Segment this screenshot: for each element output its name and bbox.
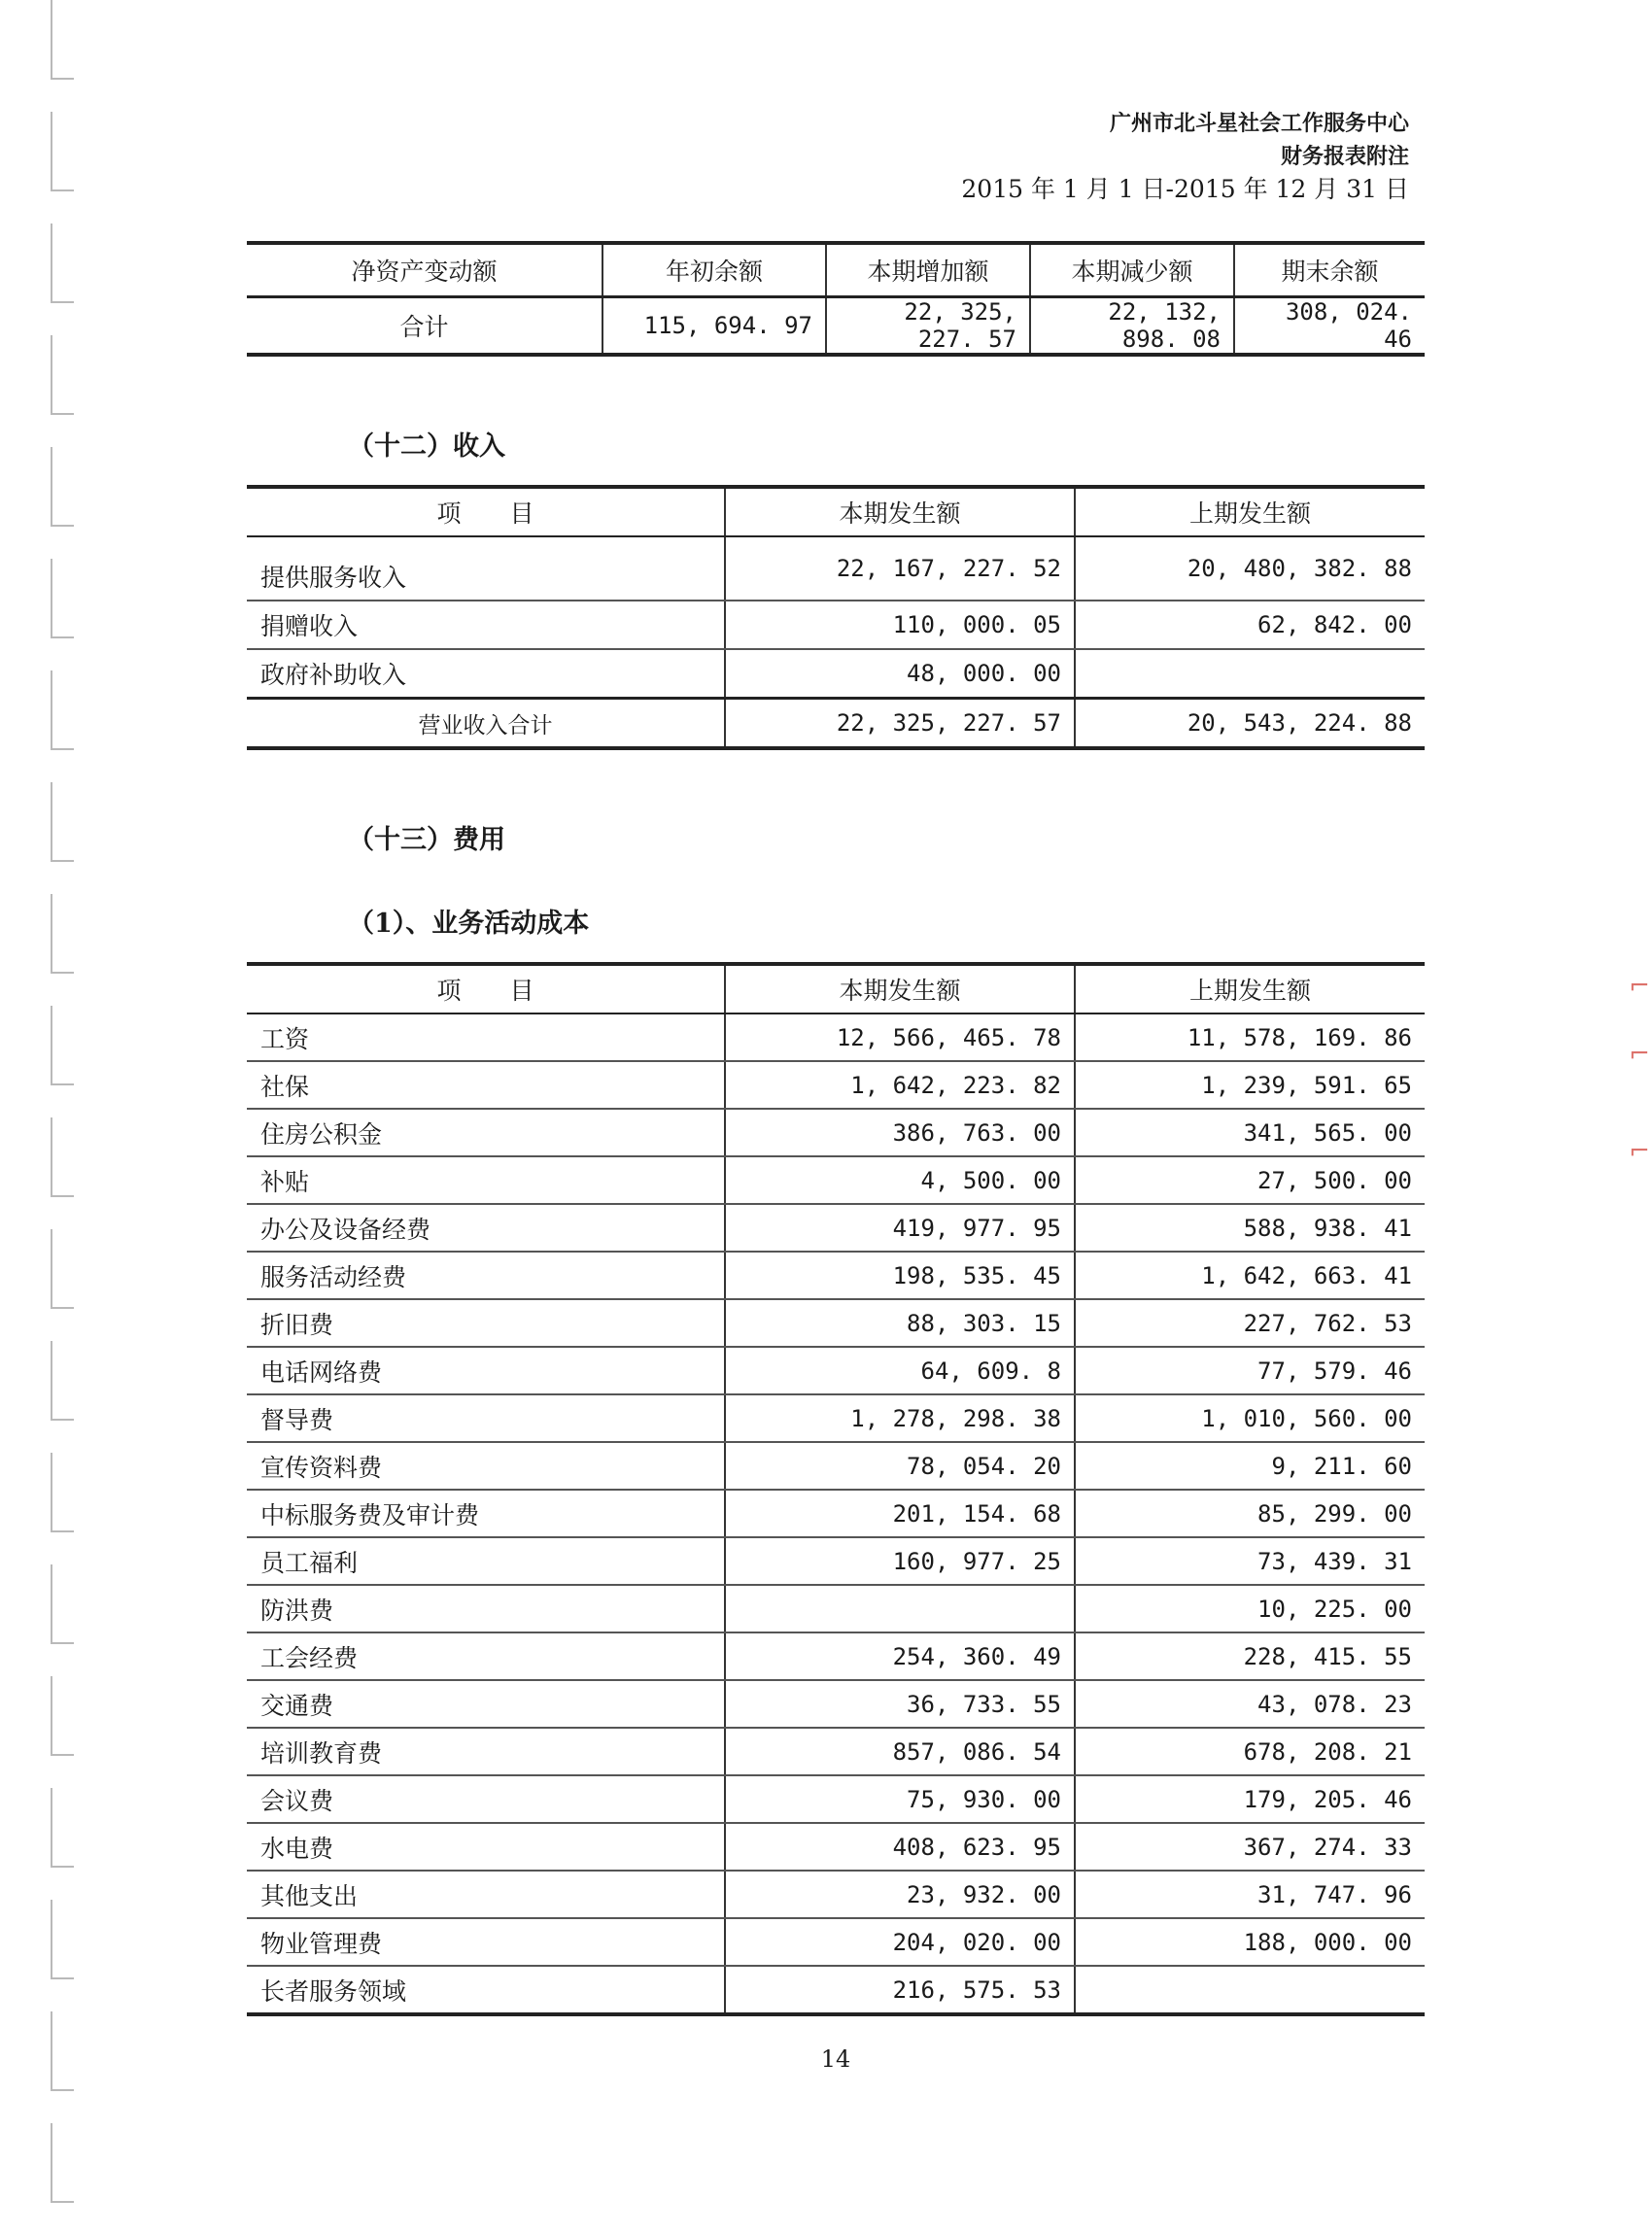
column-header: 项 目: [247, 487, 725, 536]
cell-value: 386, 763. 00: [725, 1109, 1075, 1156]
section-title-income: （十二）收入: [348, 431, 505, 462]
doc-title: 财务报表附注: [1280, 144, 1409, 169]
subsection-title: （1）、业务活动成本: [348, 909, 590, 939]
table-row: [247, 1680, 1425, 1728]
cell-value: 179, 205. 46: [1075, 1775, 1425, 1823]
cell-value: 64, 609. 8: [725, 1347, 1075, 1394]
cell-value: 228, 415. 55: [1075, 1632, 1425, 1680]
report-period: 2015 年 1 月 1 日-2015 年 12 月 31 日: [961, 175, 1409, 203]
column-header: 本期发生额: [725, 964, 1075, 1013]
cell-value: 678, 208. 21: [1075, 1728, 1425, 1775]
row-label: 交通费: [247, 1680, 725, 1728]
table-row: [247, 601, 1425, 649]
binding-mark: [51, 2123, 74, 2203]
row-label: 其他支出: [247, 1871, 725, 1918]
table-row: [247, 1966, 1425, 2014]
row-label: 办公及设备经费: [247, 1204, 725, 1252]
cell-value: 4, 500. 00: [725, 1156, 1075, 1204]
row-label: 住房公积金: [247, 1109, 725, 1156]
cell-value: 160, 977. 25: [725, 1537, 1075, 1585]
table-row: [247, 1537, 1425, 1585]
total-label: 营业收入合计: [247, 699, 725, 749]
total-row: [247, 699, 1425, 749]
binding-mark: [51, 0, 74, 80]
expense-table: [247, 962, 1425, 2016]
column-header: 上期发生额: [1075, 487, 1425, 536]
income-table: [247, 485, 1425, 750]
cell-value: 10, 225. 00: [1075, 1585, 1425, 1632]
row-label: 政府补助收入: [247, 649, 725, 699]
cell-value: 204, 020. 00: [725, 1918, 1075, 1966]
binding-mark: [51, 670, 74, 750]
table-row: [247, 1156, 1425, 1204]
cell-value: 198, 535. 45: [725, 1252, 1075, 1299]
column-header: 本期发生额: [725, 487, 1075, 536]
cell-value: 419, 977. 95: [725, 1204, 1075, 1252]
cell-value: 78, 054. 20: [725, 1442, 1075, 1490]
net-assets-table: [247, 241, 1425, 357]
row-label: 工会经费: [247, 1632, 725, 1680]
table-row: [247, 1775, 1425, 1823]
row-label: 电话网络费: [247, 1347, 725, 1394]
cell-value: 36, 733. 55: [725, 1680, 1075, 1728]
table-row: [247, 1109, 1425, 1156]
binding-mark: [51, 1564, 74, 1644]
row-label: 长者服务领域: [260, 1976, 407, 2006]
cell-value: 308, 024. 46: [1234, 297, 1425, 356]
table-row: [247, 1013, 1425, 1061]
binding-mark: [51, 894, 74, 974]
table-row: [247, 1204, 1425, 1252]
table-header-row: [247, 243, 1425, 297]
table-row: [247, 1299, 1425, 1347]
total-value: 22, 325, 227. 57: [725, 699, 1075, 749]
cell-value: 341, 565. 00: [1075, 1109, 1425, 1156]
cell-value: 588, 938. 41: [1075, 1204, 1425, 1252]
cell-value: 22, 325, 227. 57: [826, 297, 1030, 356]
cell-value: 227, 762. 53: [1075, 1299, 1425, 1347]
table-row: [247, 297, 1425, 356]
binding-marks: [51, 0, 80, 2233]
row-label: 提供服务收入: [247, 536, 725, 601]
page-number: 14: [820, 2045, 851, 2073]
row-label: 工资: [247, 1013, 725, 1061]
table-row: [247, 1252, 1425, 1299]
binding-mark: [51, 1676, 74, 1756]
cell-value: 254, 360. 49: [725, 1632, 1075, 1680]
red-stamp-fragment: ⌐: [1629, 1040, 1650, 1069]
red-stamp-fragment: ⌐: [1629, 1137, 1650, 1166]
red-stamp-fragment: ⌐: [1629, 972, 1650, 1001]
row-label: 折旧费: [247, 1299, 725, 1347]
row-label: 物业管理费: [247, 1918, 725, 1966]
cell-value: 1, 278, 298. 38: [725, 1394, 1075, 1442]
column-header: 期末余额: [1234, 243, 1425, 297]
cell-value: 27, 500. 00: [1075, 1156, 1425, 1204]
table-row: [247, 1394, 1425, 1442]
cell-value: 22, 132, 898. 08: [1030, 297, 1234, 356]
table-row: [247, 1061, 1425, 1109]
table-row: [247, 1347, 1425, 1394]
cell-value: 1, 239, 591. 65: [1075, 1061, 1425, 1109]
row-label: 防洪费: [247, 1585, 725, 1632]
cell-value: 216, 575. 53: [725, 1966, 1075, 2014]
table-row: [247, 1728, 1425, 1775]
row-label: 社保: [247, 1061, 725, 1109]
cell-value: 48, 000. 00: [725, 649, 1075, 699]
cell-value: 188, 000. 00: [1075, 1918, 1425, 1966]
row-label: 服务活动经费: [247, 1252, 725, 1299]
binding-mark: [51, 1788, 74, 1868]
cell-value: 1, 010, 560. 00: [1075, 1394, 1425, 1442]
column-header: 净资产变动额: [247, 243, 602, 297]
table-row: [247, 1918, 1425, 1966]
cell-value: 857, 086. 54: [725, 1728, 1075, 1775]
cell-value: 77, 579. 46: [1075, 1347, 1425, 1394]
cell-value: 110, 000. 05: [725, 601, 1075, 649]
cell-value: [1075, 1966, 1425, 2014]
binding-mark: [51, 1229, 74, 1309]
row-label: 合计: [399, 313, 449, 341]
table-row: [247, 1632, 1425, 1680]
section-title-expenses: （十三）费用: [348, 825, 505, 855]
binding-mark: [51, 223, 74, 303]
table-row: [247, 1871, 1425, 1918]
cell-value: 62, 842. 00: [1075, 601, 1425, 649]
column-header: 项 目: [247, 964, 725, 1013]
cell-value: 85, 299. 00: [1075, 1490, 1425, 1537]
table-header-row: [247, 487, 1425, 536]
binding-mark: [51, 1453, 74, 1532]
column-header: 年初余额: [602, 243, 826, 297]
cell-value: 367, 274. 33: [1075, 1823, 1425, 1871]
cell-value: 31, 747. 96: [1075, 1871, 1425, 1918]
binding-mark: [51, 112, 74, 191]
row-label: 会议费: [247, 1775, 725, 1823]
column-header: 本期增加额: [826, 243, 1030, 297]
cell-value: 43, 078. 23: [1075, 1680, 1425, 1728]
cell-value: 9, 211. 60: [1075, 1442, 1425, 1490]
binding-mark: [51, 559, 74, 638]
report-header: [961, 107, 1409, 206]
binding-mark: [51, 1006, 74, 1085]
cell-value: 408, 623. 95: [725, 1823, 1075, 1871]
cell-value: 201, 154. 68: [725, 1490, 1075, 1537]
cell-value: 22, 167, 227. 52: [725, 536, 1075, 601]
cell-value: 1, 642, 663. 41: [1075, 1252, 1425, 1299]
table-row: [247, 1823, 1425, 1871]
table-row: [247, 649, 1425, 699]
cell-value: [1075, 649, 1425, 699]
cell-value: [725, 1585, 1075, 1632]
binding-mark: [51, 1117, 74, 1197]
cell-value: 23, 932. 00: [725, 1871, 1075, 1918]
row-label: 培训教育费: [247, 1728, 725, 1775]
row-label: 员工福利: [247, 1537, 725, 1585]
expense-rows: [247, 1013, 1425, 2014]
table-header-row: [247, 964, 1425, 1013]
cell-value: 88, 303. 15: [725, 1299, 1075, 1347]
binding-mark: [51, 335, 74, 415]
row-label: 中标服务费及审计费: [247, 1490, 725, 1537]
table-row: [247, 536, 1425, 601]
cell-value: 75, 930. 00: [725, 1775, 1075, 1823]
total-value: 20, 543, 224. 88: [1075, 699, 1425, 749]
row-label: 督导费: [247, 1394, 725, 1442]
org-name: 广州市北斗星社会工作服务中心: [1109, 111, 1409, 136]
row-label: 补贴: [247, 1156, 725, 1204]
cell-value: 12, 566, 465. 78: [725, 1013, 1075, 1061]
row-label: 宣传资料费: [247, 1442, 725, 1490]
cell-value: 11, 578, 169. 86: [1075, 1013, 1425, 1061]
cell-value: 1, 642, 223. 82: [725, 1061, 1075, 1109]
binding-mark: [51, 1900, 74, 1979]
row-label: 水电费: [247, 1823, 725, 1871]
table-row: [247, 1490, 1425, 1537]
row-label: 捐赠收入: [247, 601, 725, 649]
cell-value: 73, 439. 31: [1075, 1537, 1425, 1585]
table-row: [247, 1585, 1425, 1632]
column-header: 本期减少额: [1030, 243, 1234, 297]
binding-mark: [51, 782, 74, 862]
column-header: 上期发生额: [1075, 964, 1425, 1013]
cell-value: 115, 694. 97: [602, 297, 826, 356]
table-row: [247, 1442, 1425, 1490]
cell-value: 20, 480, 382. 88: [1075, 536, 1425, 601]
binding-mark: [51, 1341, 74, 1421]
binding-mark: [51, 447, 74, 527]
